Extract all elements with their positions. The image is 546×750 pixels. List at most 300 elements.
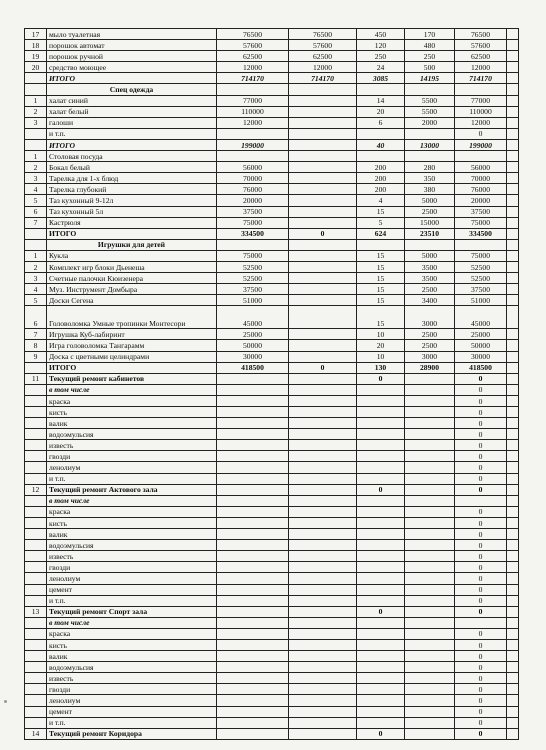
cell-value: 15 <box>357 261 405 272</box>
cell-empty <box>507 329 519 340</box>
cell-empty <box>405 84 455 95</box>
cell-value <box>289 273 357 284</box>
cell-value: 76500 <box>289 29 357 40</box>
cell-value: 0 <box>289 228 357 239</box>
cell-value: 2500 <box>405 206 455 217</box>
table-row <box>25 117 519 128</box>
cell-value: 0 <box>455 595 507 606</box>
cell-name: средство моющее <box>47 62 217 73</box>
cell-number <box>25 395 47 406</box>
cell-value: 714170 <box>289 73 357 84</box>
cell-value <box>405 395 455 406</box>
cell-value: 624 <box>357 228 405 239</box>
table-row <box>25 340 519 351</box>
cell-value <box>217 540 289 551</box>
cell-number: 2 <box>25 162 47 173</box>
cell-name: Столовая посуда <box>47 151 217 162</box>
cell-value <box>217 484 289 495</box>
cell-value <box>357 495 405 506</box>
cell-value <box>357 639 405 650</box>
cell-name: Тарелка глубокий <box>47 184 217 195</box>
cell-value <box>455 151 507 162</box>
cell-value: 56000 <box>217 162 289 173</box>
cell-number: 1 <box>25 95 47 106</box>
cell-value: 250 <box>405 51 455 62</box>
table-row <box>25 306 519 329</box>
cell-empty <box>507 695 519 706</box>
table-row <box>25 128 519 139</box>
cell-value <box>357 551 405 562</box>
cell-value: 170 <box>405 29 455 40</box>
cell-number: 3 <box>25 117 47 128</box>
cell-value: 70000 <box>217 173 289 184</box>
cell-value: 51000 <box>455 295 507 306</box>
section-header: Игрушки для детей <box>47 239 217 250</box>
cell-value <box>217 128 289 139</box>
cell-value <box>217 506 289 517</box>
table-row <box>25 151 519 162</box>
cell-empty <box>507 384 519 395</box>
table-row <box>25 62 519 73</box>
cell-empty <box>289 84 357 95</box>
cell-value <box>289 440 357 451</box>
cell-value <box>289 639 357 650</box>
cell-value: 110000 <box>217 106 289 117</box>
cell-value: 37500 <box>217 284 289 295</box>
cell-value <box>217 562 289 573</box>
cell-value: 57600 <box>289 40 357 51</box>
cell-name: ленолиум <box>47 573 217 584</box>
cell-empty <box>507 473 519 484</box>
cell-value <box>357 540 405 551</box>
cell-value <box>289 106 357 117</box>
cell-empty <box>507 628 519 639</box>
cell-value: 0 <box>455 451 507 462</box>
cell-value: 40 <box>357 139 405 150</box>
cell-value <box>217 584 289 595</box>
cell-empty <box>507 451 519 462</box>
cell-number <box>25 706 47 717</box>
cell-name: кисть <box>47 517 217 528</box>
table-row <box>25 362 519 373</box>
cell-value <box>217 517 289 528</box>
cell-number <box>25 540 47 551</box>
cell-value: 380 <box>405 184 455 195</box>
cell-value <box>217 429 289 440</box>
cell-value: 75000 <box>455 250 507 261</box>
cell-empty <box>405 239 455 250</box>
cell-number: 19 <box>25 51 47 62</box>
cell-value <box>289 706 357 717</box>
cell-empty <box>507 662 519 673</box>
cell-name: Доски Сегена <box>47 295 217 306</box>
cell-value <box>289 173 357 184</box>
cell-empty <box>507 84 519 95</box>
table-row <box>25 495 519 506</box>
cell-value <box>289 384 357 395</box>
cell-value: 30000 <box>455 351 507 362</box>
cell-empty <box>507 73 519 84</box>
cell-value <box>405 651 455 662</box>
cell-value <box>217 728 289 739</box>
cell-empty <box>507 506 519 517</box>
cell-name: Текущий ремонт Актового зала <box>47 484 217 495</box>
cell-value <box>405 540 455 551</box>
cell-name: в том числе <box>47 384 217 395</box>
cell-value <box>217 639 289 650</box>
cell-value: 15 <box>357 284 405 295</box>
cell-empty <box>507 184 519 195</box>
cell-number: 7 <box>25 329 47 340</box>
cell-value: 0 <box>455 484 507 495</box>
cell-value: 200 <box>357 173 405 184</box>
cell-value: 418500 <box>217 362 289 373</box>
cell-value <box>405 573 455 584</box>
cell-empty <box>507 717 519 728</box>
cell-empty <box>507 395 519 406</box>
cell-empty <box>507 407 519 418</box>
cell-empty <box>507 684 519 695</box>
cell-value <box>289 606 357 617</box>
cell-name: Комплект игр блоки Дьенеша <box>47 261 217 272</box>
cell-value <box>289 506 357 517</box>
cell-empty <box>507 495 519 506</box>
cell-value: 20 <box>357 106 405 117</box>
cell-value: 130 <box>357 362 405 373</box>
cell-value: 2500 <box>405 284 455 295</box>
cell-value <box>357 128 405 139</box>
cell-value <box>217 151 289 162</box>
cell-number <box>25 529 47 540</box>
cell-value: 75000 <box>455 217 507 228</box>
cell-value <box>289 95 357 106</box>
cell-number <box>25 128 47 139</box>
cell-value <box>289 217 357 228</box>
cell-value: 714170 <box>217 73 289 84</box>
cell-value: 37500 <box>455 206 507 217</box>
cell-empty <box>507 151 519 162</box>
cell-number: 17 <box>25 29 47 40</box>
cell-empty <box>507 250 519 261</box>
cell-name: валик <box>47 418 217 429</box>
cell-value <box>217 529 289 540</box>
cell-value <box>289 206 357 217</box>
table-row <box>25 395 519 406</box>
cell-value <box>289 151 357 162</box>
table-row <box>25 295 519 306</box>
cell-name: водоэмульсия <box>47 540 217 551</box>
cell-value: 0 <box>455 418 507 429</box>
cell-value <box>289 595 357 606</box>
cell-empty <box>507 517 519 528</box>
cell-value <box>289 250 357 261</box>
cell-empty <box>507 228 519 239</box>
cell-number: 18 <box>25 40 47 51</box>
cell-value <box>405 151 455 162</box>
cell-value <box>405 517 455 528</box>
cell-value: 12000 <box>289 62 357 73</box>
cell-value: 77000 <box>455 95 507 106</box>
cell-number <box>25 662 47 673</box>
cell-value: 75000 <box>217 250 289 261</box>
cell-name: известь <box>47 440 217 451</box>
cell-value <box>405 606 455 617</box>
cell-name: в том числе <box>47 617 217 628</box>
cell-name: порошок ручной <box>47 51 217 62</box>
cell-value <box>357 384 405 395</box>
cell-number <box>25 239 47 250</box>
cell-value: 50000 <box>217 340 289 351</box>
cell-value: 30000 <box>217 351 289 362</box>
cell-value <box>289 573 357 584</box>
cell-value <box>357 451 405 462</box>
cell-value: 20 <box>357 340 405 351</box>
cell-number <box>25 139 47 150</box>
cell-number: 4 <box>25 284 47 295</box>
cell-value <box>357 506 405 517</box>
cell-empty <box>507 373 519 384</box>
cell-value <box>405 473 455 484</box>
cell-value: 56000 <box>455 162 507 173</box>
cell-number <box>25 717 47 728</box>
cell-name: ИТОГО <box>47 73 217 84</box>
cell-number <box>25 673 47 684</box>
cell-value <box>217 684 289 695</box>
cell-value: 2500 <box>405 329 455 340</box>
cell-value: 10 <box>357 351 405 362</box>
cell-value <box>289 651 357 662</box>
table-row <box>25 106 519 117</box>
cell-number: 4 <box>25 184 47 195</box>
table-row <box>25 562 519 573</box>
cell-value <box>289 407 357 418</box>
cell-number <box>25 429 47 440</box>
cell-name: и т.п. <box>47 595 217 606</box>
cell-value <box>289 617 357 628</box>
cell-value <box>289 195 357 206</box>
cell-empty <box>507 295 519 306</box>
cell-value: 0 <box>455 673 507 684</box>
cell-name: Таз кухонный 9-12л <box>47 195 217 206</box>
cell-value: 0 <box>455 395 507 406</box>
cell-value: 12000 <box>217 117 289 128</box>
cell-empty <box>507 551 519 562</box>
cell-name: ленолиум <box>47 695 217 706</box>
cell-empty <box>507 273 519 284</box>
cell-value <box>289 628 357 639</box>
cell-value <box>217 495 289 506</box>
cell-value: 62500 <box>289 51 357 62</box>
cell-empty <box>507 139 519 150</box>
cell-empty <box>507 584 519 595</box>
cell-empty <box>507 195 519 206</box>
cell-value <box>289 495 357 506</box>
cell-value <box>405 584 455 595</box>
cell-value <box>405 529 455 540</box>
cell-value <box>289 329 357 340</box>
table-row <box>25 418 519 429</box>
cell-name: известь <box>47 673 217 684</box>
cell-empty <box>507 351 519 362</box>
cell-number <box>25 451 47 462</box>
cell-empty <box>507 606 519 617</box>
cell-value <box>289 473 357 484</box>
cell-value <box>289 117 357 128</box>
cell-name: Текущий ремонт Спорт зала <box>47 606 217 617</box>
cell-empty <box>507 173 519 184</box>
cell-value <box>357 440 405 451</box>
cell-value <box>217 662 289 673</box>
cell-number <box>25 562 47 573</box>
cell-value: 0 <box>455 540 507 551</box>
cell-value <box>405 595 455 606</box>
cell-empty <box>507 462 519 473</box>
cell-value <box>405 451 455 462</box>
cell-value <box>405 662 455 673</box>
cell-value <box>217 384 289 395</box>
cell-number <box>25 462 47 473</box>
cell-value <box>357 684 405 695</box>
cell-number <box>25 651 47 662</box>
cell-empty <box>507 529 519 540</box>
cell-value: 350 <box>405 173 455 184</box>
cell-value <box>357 562 405 573</box>
cell-value <box>289 662 357 673</box>
cell-empty <box>507 728 519 739</box>
cell-value <box>357 407 405 418</box>
cell-value: 52500 <box>455 261 507 272</box>
cell-value <box>289 484 357 495</box>
cell-value: 0 <box>455 628 507 639</box>
cell-number: 6 <box>25 306 47 329</box>
cell-value: 5000 <box>405 195 455 206</box>
cell-value <box>289 684 357 695</box>
cell-value <box>405 484 455 495</box>
cell-value <box>455 495 507 506</box>
cell-value: 12000 <box>455 117 507 128</box>
cell-value: 0 <box>455 562 507 573</box>
cell-value: 200 <box>357 162 405 173</box>
cell-value: 15 <box>357 273 405 284</box>
cell-value: 70000 <box>455 173 507 184</box>
cell-value <box>405 418 455 429</box>
table-row <box>25 261 519 272</box>
cell-empty <box>507 429 519 440</box>
cell-value <box>405 462 455 473</box>
cell-empty <box>507 51 519 62</box>
cell-empty <box>507 306 519 329</box>
cell-value <box>217 462 289 473</box>
cell-value <box>289 128 357 139</box>
cell-name: гвозди <box>47 562 217 573</box>
cell-number: 14 <box>25 728 47 739</box>
table-row <box>25 407 519 418</box>
cell-value <box>405 717 455 728</box>
cell-value: 6 <box>357 117 405 128</box>
cell-empty <box>507 540 519 551</box>
cell-value: 334500 <box>455 228 507 239</box>
cell-value <box>357 529 405 540</box>
cell-empty <box>507 239 519 250</box>
cell-value: 76500 <box>217 29 289 40</box>
cell-value <box>217 440 289 451</box>
cell-name: Бокал белый <box>47 162 217 173</box>
cell-value <box>357 429 405 440</box>
cell-value <box>217 418 289 429</box>
cell-empty <box>507 128 519 139</box>
cell-number: 1 <box>25 250 47 261</box>
table-row <box>25 728 519 739</box>
cell-empty <box>507 106 519 117</box>
cell-value <box>405 429 455 440</box>
cell-empty <box>507 562 519 573</box>
table-row <box>25 684 519 695</box>
cell-number: 2 <box>25 261 47 272</box>
cell-value <box>289 673 357 684</box>
cell-value: 0 <box>455 651 507 662</box>
table-row <box>25 595 519 606</box>
cell-name: мыло туалетная <box>47 29 217 40</box>
cell-number <box>25 362 47 373</box>
cell-number: 3 <box>25 273 47 284</box>
cell-value: 0 <box>455 706 507 717</box>
cell-name: Текущий ремонт кабинетов <box>47 373 217 384</box>
cell-value: 12000 <box>455 62 507 73</box>
cell-value <box>357 617 405 628</box>
cell-value <box>405 407 455 418</box>
cell-value: 199000 <box>217 139 289 150</box>
cell-value <box>289 340 357 351</box>
cell-number: 5 <box>25 295 47 306</box>
cell-empty <box>507 29 519 40</box>
cell-name: краска <box>47 628 217 639</box>
cell-value <box>357 706 405 717</box>
cell-empty <box>507 162 519 173</box>
cell-value <box>405 440 455 451</box>
cell-number: 6 <box>25 206 47 217</box>
cell-name: ИТОГО <box>47 228 217 239</box>
cell-value: 0 <box>357 484 405 495</box>
cell-empty <box>507 573 519 584</box>
cell-value <box>405 128 455 139</box>
table-row <box>25 40 519 51</box>
table-row <box>25 584 519 595</box>
cell-number <box>25 684 47 695</box>
cell-name: краска <box>47 395 217 406</box>
cell-number <box>25 517 47 528</box>
cell-value <box>357 662 405 673</box>
cell-value: 0 <box>455 429 507 440</box>
cell-value: 15000 <box>405 217 455 228</box>
table-row <box>25 429 519 440</box>
table-body <box>25 29 519 740</box>
cell-empty <box>507 284 519 295</box>
cell-value <box>289 184 357 195</box>
cell-value <box>289 261 357 272</box>
cell-number <box>25 440 47 451</box>
table-row <box>25 195 519 206</box>
cell-value: 110000 <box>455 106 507 117</box>
cell-value: 500 <box>405 62 455 73</box>
cell-value: 37500 <box>455 284 507 295</box>
cell-value <box>289 429 357 440</box>
cell-value: 14 <box>357 95 405 106</box>
cell-value: 57600 <box>455 40 507 51</box>
cell-name: в том числе <box>47 495 217 506</box>
cell-value: 62500 <box>455 51 507 62</box>
cell-value: 0 <box>455 517 507 528</box>
table-row <box>25 84 519 95</box>
